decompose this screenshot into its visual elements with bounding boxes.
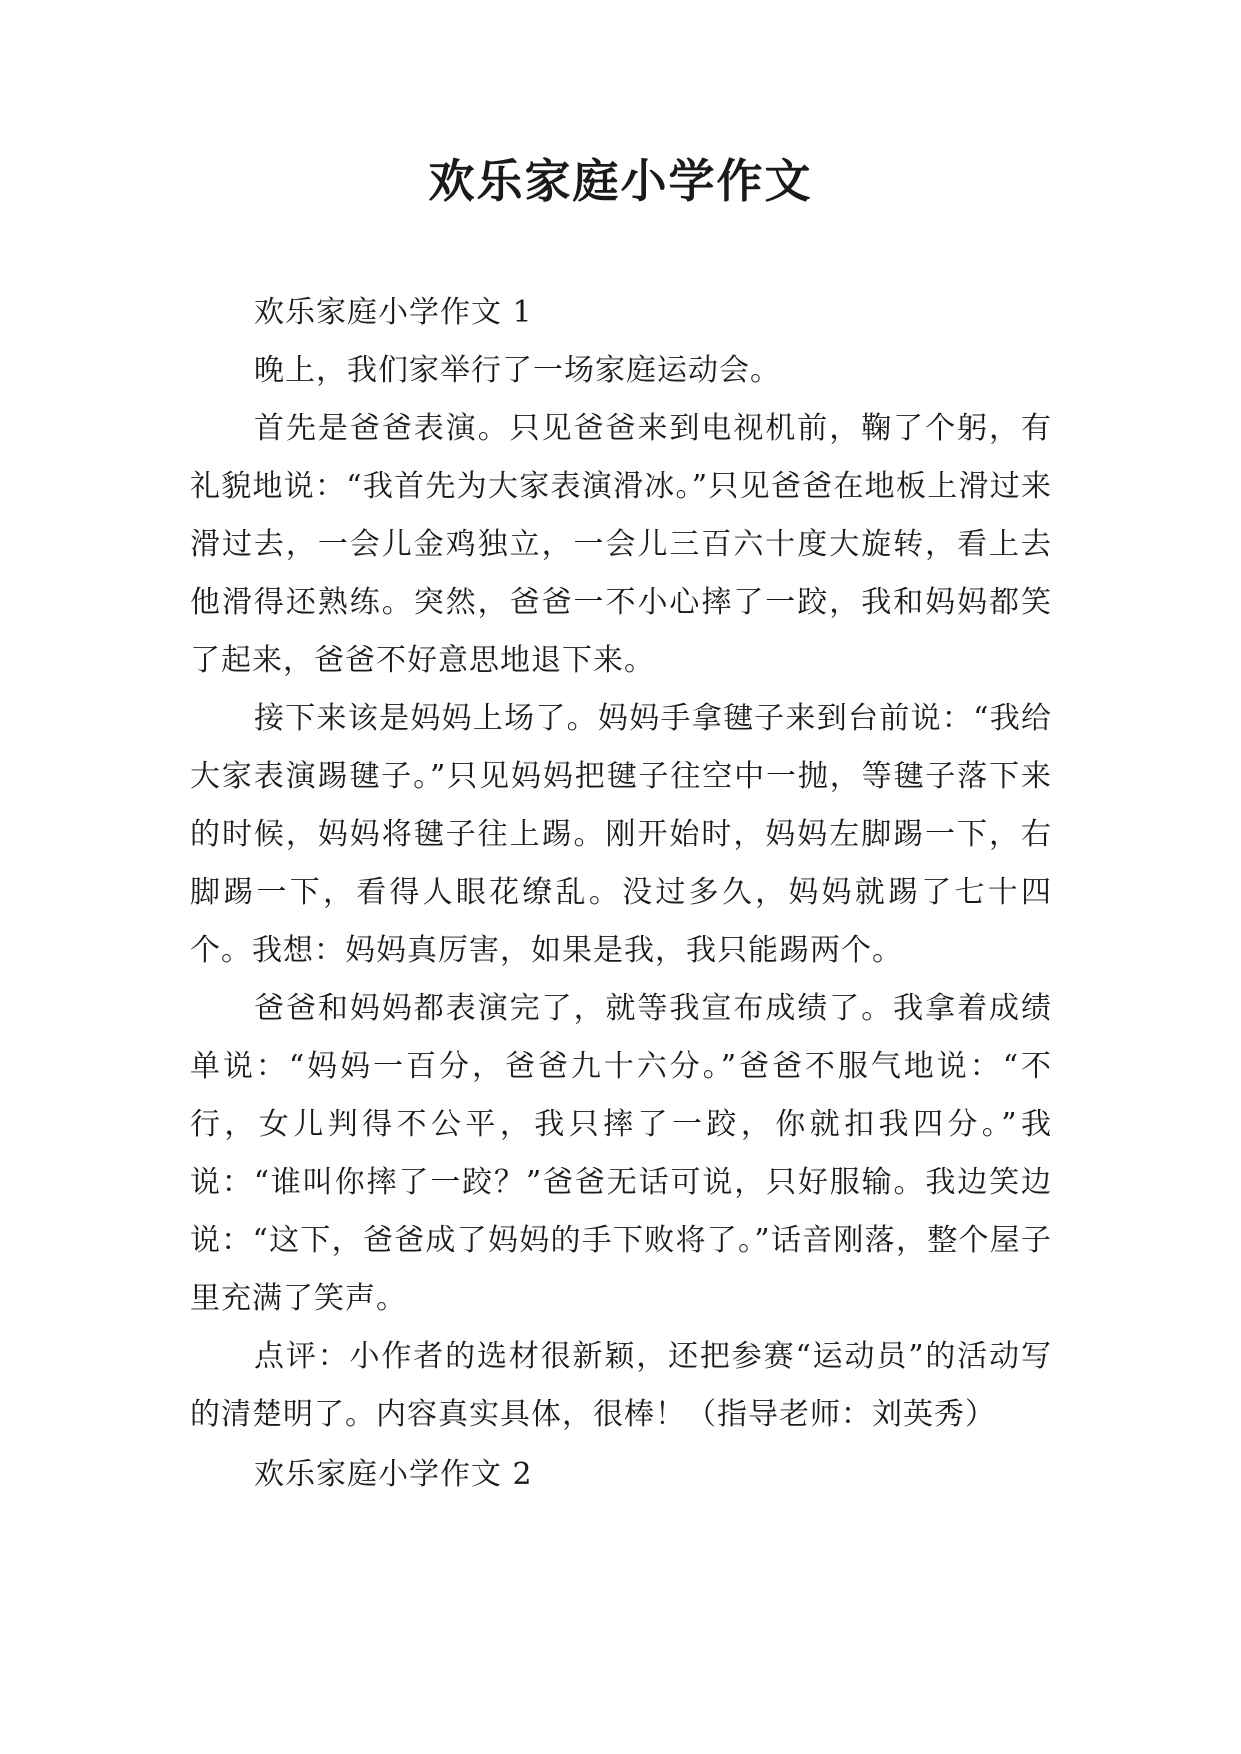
page-title: 欢乐家庭小学作文: [428, 154, 813, 208]
section-heading-2: 欢乐家庭小学作文 2: [254, 1457, 533, 1492]
document-body: [190, 284, 1052, 1504]
paragraph-3: 接下来该是妈妈上场了。妈妈手拿毽子来到台前说：“我给大家表演踢毽子。”只见妈妈把毽子往空中一抛，等毽子落下来的时候，妈妈将毽子往上踢。刚开始时，妈妈左脚踢一下，右脚踢一下，看得人眼花缭乱。没过多久，妈妈就踢了七十四个。我想：妈妈真厉害，如果是我，我只能踢两个。: [190, 701, 1052, 968]
paragraph-1: 晚上，我们家举行了一场家庭运动会。: [254, 353, 781, 388]
paragraph-2: 首先是爸爸表演。只见爸爸来到电视机前，鞠了个躬，有礼貌地说：“我首先为大家表演滑冰。”只见爸爸在地板上滑过来滑过去，一会儿金鸡独立，一会儿三百六十度大旋转，看上去他滑得还熟练。突然，爸爸一不小心摔了一跤，我和妈妈都笑了起来，爸爸不好意思地退下来。: [190, 411, 1052, 678]
paragraph-4: 爸爸和妈妈都表演完了，就等我宣布成绩了。我拿着成绩单说：“妈妈一百分，爸爸九十六分。”爸爸不服气地说：“不行，女儿判得不公平，我只摔了一跤，你就扣我四分。”我说：“谁叫你摔了一跤？”爸爸无话可说，只好服输。我边笑边说：“这下，爸爸成了妈妈的手下败将了。”话音刚落，整个屋子里充满了笑声。: [190, 991, 1052, 1316]
section-heading-1: 欢乐家庭小学作文 1: [254, 295, 533, 330]
paragraph-comment: 点评：小作者的选材很新颖，还把参赛“运动员”的活动写的清楚明了。内容真实具体，很棒！（指导老师：刘英秀）: [190, 1339, 1052, 1432]
